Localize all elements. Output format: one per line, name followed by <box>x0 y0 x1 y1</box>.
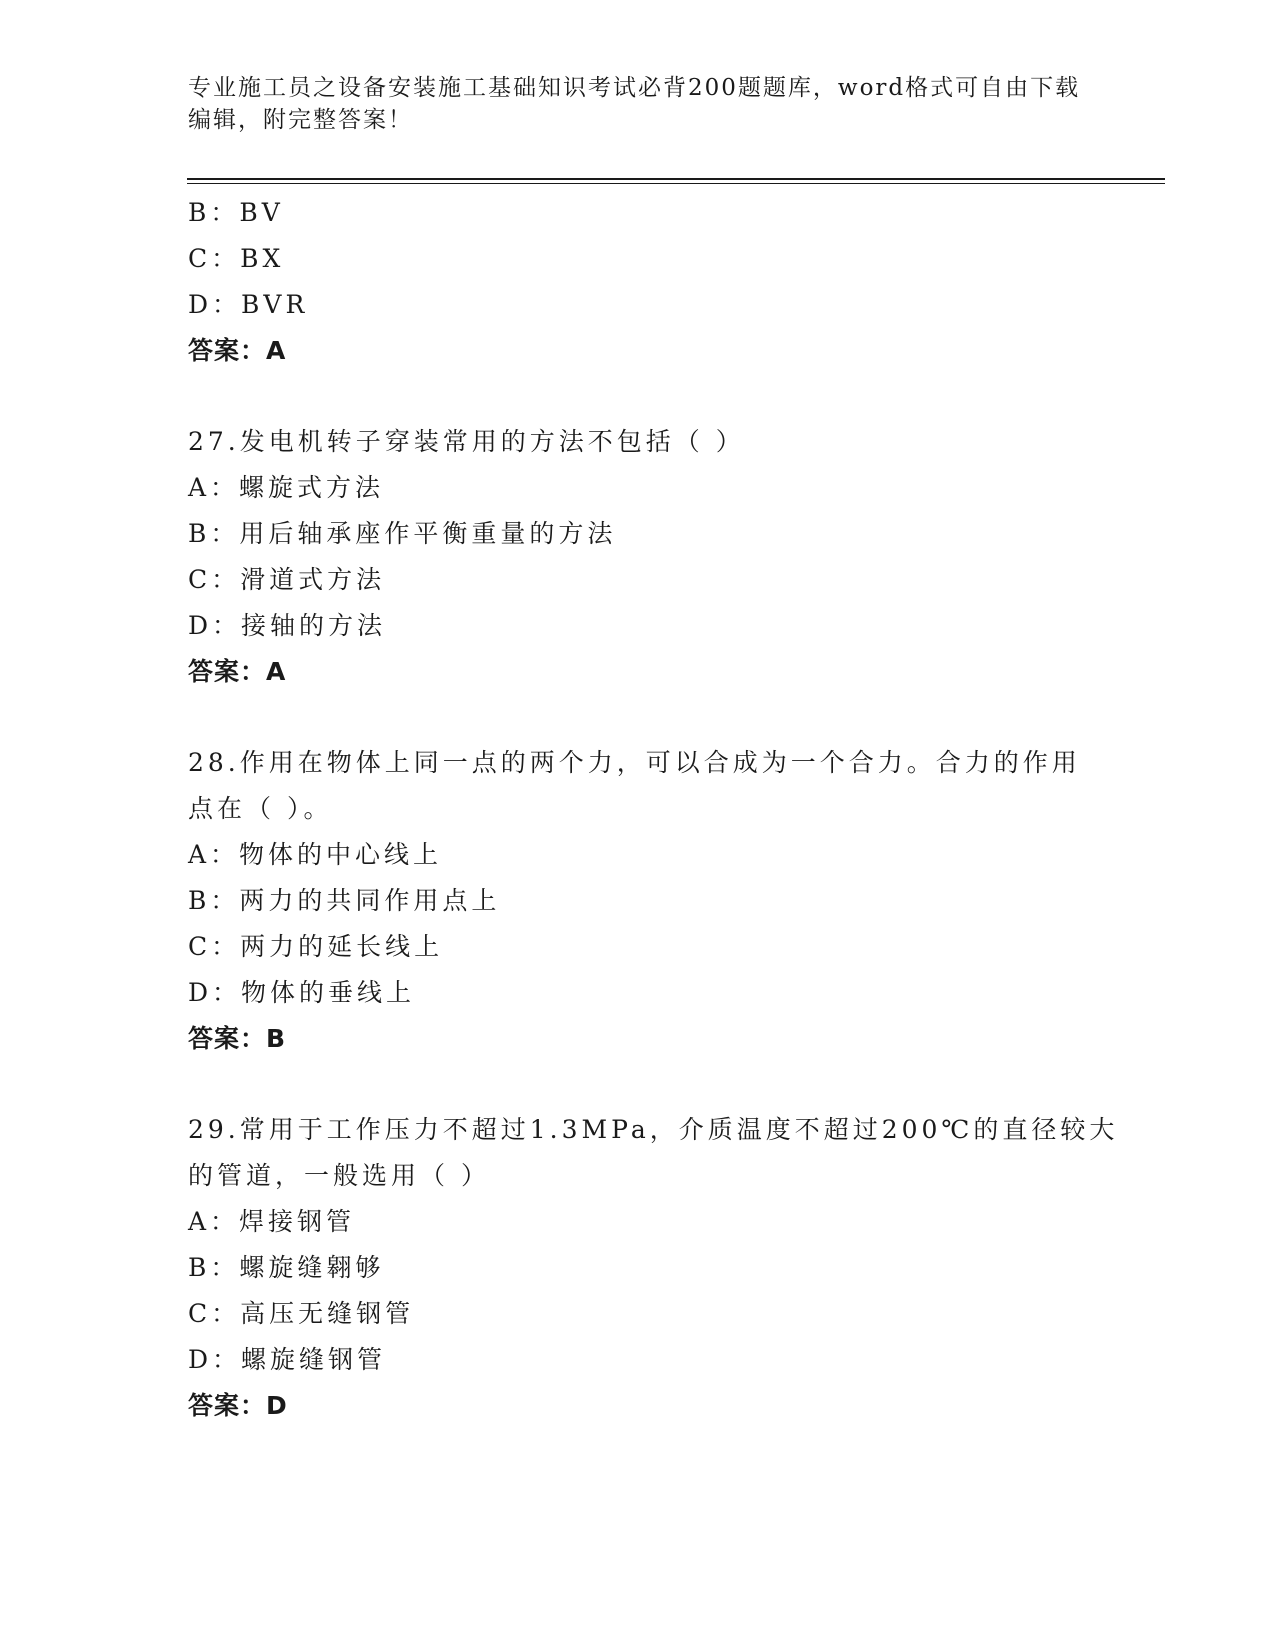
option-a: A：物体的中心线上 <box>188 840 443 869</box>
option-d: D：螺旋缝钢管 <box>188 1345 387 1374</box>
question-stem-line-2: 点在（ ）。 <box>188 794 333 823</box>
option-c: C：高压无缝钢管 <box>188 1299 415 1328</box>
option-b: B：用后轴承座作平衡重量的方法 <box>188 519 617 548</box>
option-c: C：BX <box>188 244 285 273</box>
question-stem: 27.发电机转子穿装常用的方法不包括（ ） <box>188 427 745 456</box>
question-list <box>188 190 1119 1429</box>
question-28 <box>188 740 1088 1062</box>
question-stem-line-2: 的管道，一般选用（ ） <box>188 1161 490 1190</box>
header-divider-thick <box>187 178 1165 180</box>
question-29 <box>188 1107 1119 1429</box>
option-d: D：BVR <box>188 290 309 319</box>
answer: 答案：A <box>188 657 287 686</box>
option-d: D：接轴的方法 <box>188 611 387 640</box>
answer: 答案：B <box>188 1024 287 1053</box>
answer: 答案：A <box>188 336 287 365</box>
answer: 答案：D <box>188 1391 288 1420</box>
question-26-continued <box>188 190 1088 374</box>
question-stem-line-1: 28.作用在物体上同一点的两个力，可以合成为一个合力。合力的作用 <box>188 748 1081 777</box>
option-b: B：BV <box>188 198 284 227</box>
document-header <box>188 72 1088 136</box>
option-a: A：焊接钢管 <box>188 1207 356 1236</box>
question-27 <box>188 419 1088 695</box>
option-a: A：螺旋式方法 <box>188 473 385 502</box>
question-stem-line-1: 29.常用于工作压力不超过1.3MPa，介质温度不超过200℃的直径较大 <box>188 1115 1119 1144</box>
header-title: 专业施工员之设备安装施工基础知识考试必背200题题库，word格式可自由下载编辑，附完整答案！ <box>188 75 1081 133</box>
option-b: B：螺旋缝翱够 <box>188 1253 385 1282</box>
option-b: B：两力的共同作用点上 <box>188 886 501 915</box>
header-divider-thin <box>187 183 1165 184</box>
option-c: C：滑道式方法 <box>188 565 386 594</box>
option-c: C：两力的延长线上 <box>188 932 444 961</box>
option-d: D：物体的垂线上 <box>188 978 416 1007</box>
